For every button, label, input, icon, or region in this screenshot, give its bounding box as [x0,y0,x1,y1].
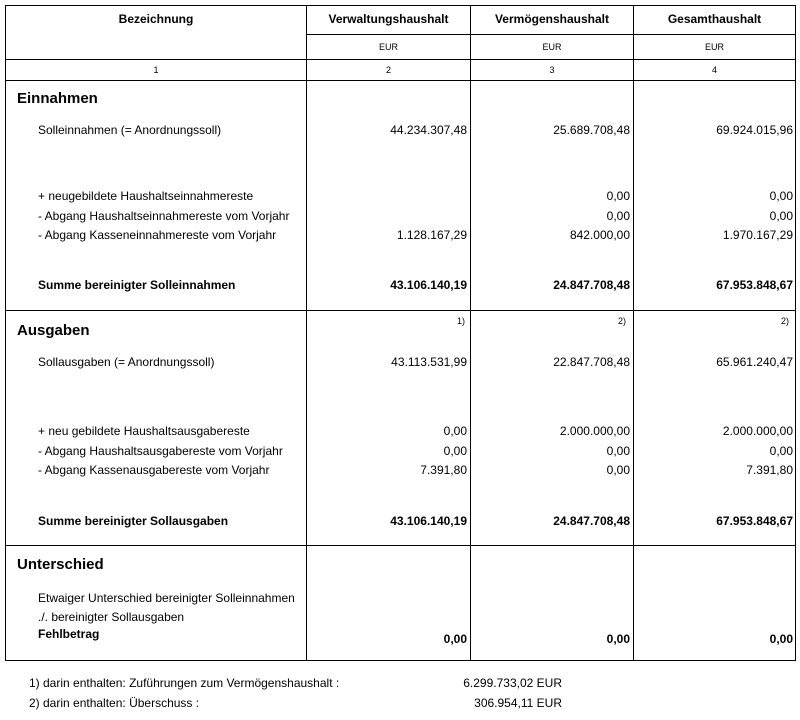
value-sollausgaben-gesamt: 65.961.240,47 [716,355,793,369]
value-abgang-haushaltseinnahmereste-vmh: 0,00 [606,209,630,223]
value-summe-sollausgaben-vwh: 43.106.140,19 [390,514,467,528]
header-bottom-border [5,59,795,60]
unit-col3: EUR [542,42,562,52]
section-title-ausgaben: Ausgaben [17,322,90,339]
value-neu-gebildete-ausgabereste-vwh: 0,00 [443,424,467,438]
unit-col4: EUR [704,42,724,52]
footnote-2-text: 2) darin enthalten: Überschuss : [29,696,200,710]
unterschied-text-line2: ./. bereinigter Sollausgaben [38,610,185,624]
column-divider-3 [633,5,634,661]
value-neugebildete-einnahmereste-gesamt: 0,00 [769,189,793,203]
section-title-unterschied: Unterschied [17,556,104,573]
value-abgang-kasseneinnahmereste-vmh: 842.000,00 [569,228,630,242]
value-solleinnahmen-gesamt: 69.924.015,96 [716,123,793,137]
column-number-3: 3 [549,65,555,75]
value-abgang-haushaltseinnahmereste-gesamt: 0,00 [769,209,793,223]
row-label-summe-sollausgaben: Summe bereinigter Sollausgaben [38,514,229,528]
value-abgang-kassenausgabereste-gesamt: 7.391,80 [746,463,793,477]
value-summe-solleinnahmen-vmh: 24.847.708,48 [553,278,630,292]
row-label-sollausgaben: Sollausgaben (= Anordnungssoll) [38,355,215,369]
table-border-right [795,5,796,661]
unterschied-text-line1: Etwaiger Unterschied bereinigter Solleinnahmen [38,591,295,605]
column-number-4: 4 [711,65,717,75]
footnote-marker-vwh: 1) [456,316,465,326]
header-unit-divider [306,34,795,35]
table-border-top [5,5,795,6]
row-label-summe-solleinnahmen: Summe bereinigter Solleinnahmen [38,278,236,292]
header-vermoegenshaushalt: Vermögenshaushalt [494,12,610,26]
value-abgang-haushaltsausgabereste-gesamt: 0,00 [769,444,793,458]
row-label-solleinnahmen: Solleinnahmen (= Anordnungssoll) [38,123,222,137]
column-divider-1 [306,5,307,661]
value-abgang-kasseneinnahmereste-gesamt: 1.970.167,29 [722,228,793,242]
table-border-left [5,5,6,661]
footnote-marker-vmh: 2) [617,316,626,326]
value-summe-sollausgaben-vmh: 24.847.708,48 [553,514,630,528]
value-abgang-kassenausgabereste-vmh: 0,00 [606,463,630,477]
value-fehlbetrag-vmh: 0,00 [606,632,630,646]
value-summe-solleinnahmen-gesamt: 67.953.848,67 [716,278,793,292]
column-number-2: 2 [385,65,391,75]
value-fehlbetrag-gesamt: 0,00 [769,632,793,646]
row-label-abgang-kassenausgabereste: - Abgang Kassenausgabereste vom Vorjahr [38,463,270,477]
column-divider-2 [470,5,471,661]
value-neu-gebildete-ausgabereste-gesamt: 2.000.000,00 [722,424,793,438]
footnote-1-text: 1) darin enthalten: Zuführungen zum Vermögenshaushalt : [29,676,340,690]
value-abgang-kassenausgabereste-vwh: 7.391,80 [420,463,467,477]
value-fehlbetrag-vwh: 0,00 [443,632,467,646]
column-number-1: 1 [153,65,159,75]
einnahmen-bottom-border [5,310,795,311]
row-label-abgang-haushaltsausgabereste: - Abgang Haushaltsausgabereste vom Vorjahr [38,444,283,458]
value-neugebildete-einnahmereste-vmh: 0,00 [606,189,630,203]
value-sollausgaben-vwh: 43.113.531,99 [391,355,467,369]
number-row-bottom-border [5,80,795,81]
ausgaben-bottom-border [5,545,795,546]
value-summe-sollausgaben-gesamt: 67.953.848,67 [716,514,793,528]
value-abgang-haushaltsausgabereste-vwh: 0,00 [443,444,467,458]
section-title-einnahmen: Einnahmen [17,90,98,107]
value-solleinnahmen-vwh: 44.234.307,48 [390,123,467,137]
header-verwaltungshaushalt: Verwaltungshaushalt [328,12,449,26]
value-abgang-kasseneinnahmereste-vwh: 1.128.167,29 [396,228,467,242]
header-gesamthaushalt: Gesamthaushalt [667,12,762,26]
footnote-1-value: 6.299.733,02 EUR [463,676,562,690]
value-sollausgaben-vmh: 22.847.708,48 [553,355,630,369]
row-label-neugebildete-einnahmereste: + neugebildete Haushaltseinnahmereste [38,189,254,203]
value-solleinnahmen-vmh: 25.689.708,48 [553,123,630,137]
unit-col2: EUR [378,42,398,52]
unterschied-text-fehlbetrag: Fehlbetrag [38,627,100,641]
value-summe-solleinnahmen-vwh: 43.106.140,19 [390,278,467,292]
value-neu-gebildete-ausgabereste-vmh: 2.000.000,00 [559,424,630,438]
table-border-bottom [5,660,795,661]
row-label-neu-gebildete-ausgabereste: + neu gebildete Haushaltsausgabereste [38,424,250,438]
row-label-abgang-kasseneinnahmereste: - Abgang Kasseneinnahmereste vom Vorjahr [38,228,277,242]
row-label-abgang-haushaltseinnahmereste: - Abgang Haushaltseinnahmereste vom Vorjahr [38,209,290,223]
footnote-marker-gesamt: 2) [780,316,789,326]
value-abgang-haushaltsausgabereste-vmh: 0,00 [606,444,630,458]
footnote-2-value: 306.954,11 EUR [474,696,562,710]
header-bezeichnung: Bezeichnung [118,12,194,26]
